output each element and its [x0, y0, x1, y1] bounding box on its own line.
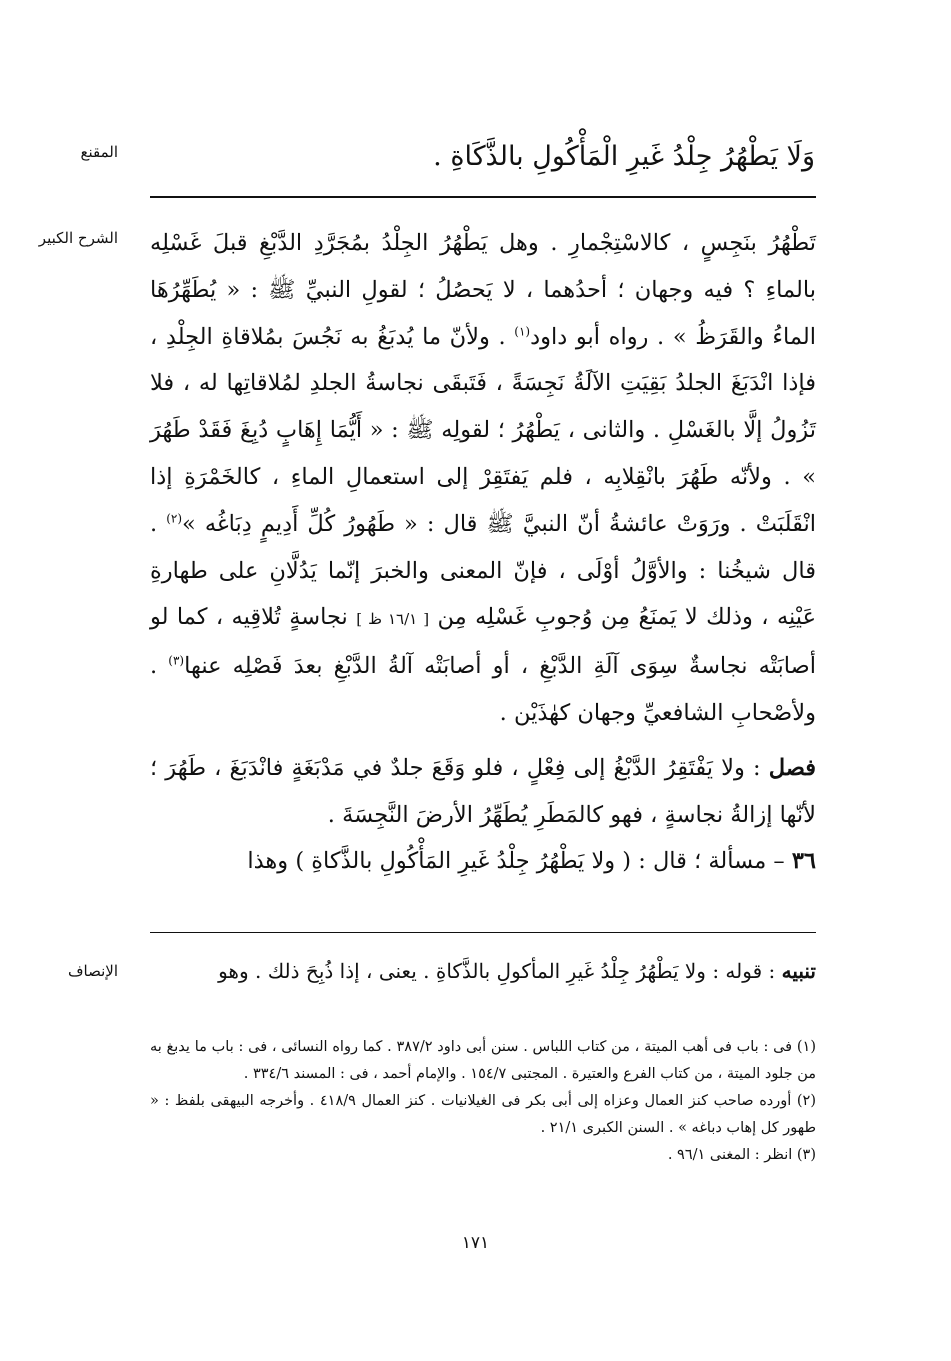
sharh-text-1: تَطْهُرُ بنَجِسٍ ، كالاسْتِجْمارِ . وهل يَطْهُرُ الجِلْدُ بمُجَرَّدِ الدَّبْغِ قبلَ غَسْلِه بالماءِ ؟ فيه وجهان ؛ أحدُهما ، لا يَحصُلُ ؛ لقولِ النبيِّ ﷺ : « يُطَهِّرُهَا الماءُ والقَرَظُ » . رواه أبو داود [150, 230, 816, 350]
masala-number: ٣٦ [791, 848, 816, 875]
fasl-paragraph [150, 745, 816, 839]
fasl-text: : ولا يَفْتَقِرُ الدَّبْغُ إلى فِعْلٍ ، فلو وَقَعَ جلدٌ في مَدْبَغَةٍ فانْدَبَغَ ، طَهُرَ ؛ لأنّها إزالةُ نجاسةٍ ، فهو كالمَطَرِ يُطَهِّرُ الأرضَ النَّجِسَةَ . [150, 754, 816, 828]
footnotes [150, 1034, 816, 1169]
manuscript-marker: [ ١٦/١ ظ ] [356, 610, 430, 629]
footnote-3: (٣) انظر : المغنى ٩٦/١ . [667, 1147, 816, 1163]
footnote-ref-3[interactable]: (٣) [168, 653, 185, 668]
fasl-label: فصل [768, 754, 816, 781]
sharh-label: الشرح الكبير [38, 229, 118, 247]
sharh-text-5: . ولأصْحابِ الشافعيِّ وجهان كهٰذَيْن . [150, 653, 816, 726]
masala-text: – مسألة ؛ قال : ( ولا يَطْهُرُ جِلْدُ غَيرِ المَأْكُولِ بالذَّكاةِ ) وهذا [247, 848, 792, 875]
sharh-text-3: . قال شيخُنا : والأوَّلُ أوْلَى ، فإنّ المعنى والخبرَ إنّما يَدُلَّانِ على طهارةِ عَيْنِه ، وذلك لا يَمنَعُ مِن وُجوبِ غَسْلِه مِن [150, 510, 817, 631]
footnote-2: (٢) أورده صاحب كنز العمال وعزاه إلى أبى بكر فى الغيلانيات . كنز العمال ٤١٨/٩ . وأخرجه البيهقى بلفظ : « طهور كل إهاب دباغه » . السنن الكبرى ٢١/١ . [150, 1093, 816, 1136]
sharh-text-4: نجاسةٍ تُلاقِيه ، كما لو أصابَتْه نجاسةٌ سِوَى آلَةِ الدَّبْغِ ، أو أصابَتْه آلةُ الدَّبْغِ بعدَ فَصْلِه عنها [150, 604, 817, 680]
sharh-body [150, 220, 816, 885]
insaf-text: : قوله : ولا يَطْهُرُ جِلْدُ غَيرِ المأكولِ بالذَّكاةِ . يعنى ، إذا ذُبِحَ ذلك . وهو [218, 959, 782, 983]
insaf-body [150, 954, 816, 988]
masala-paragraph [150, 838, 816, 885]
top-divider [150, 196, 816, 198]
muqni-label: المقنع [80, 143, 118, 161]
matn-text: وَلَا يَطْهُرُ جِلْدُ غَيرِ الْمَأْكُولِ بالذَّكَاةِ . [433, 141, 815, 172]
insaf-label: الإنصاف [67, 962, 118, 980]
insaf-label-tanbih: تنبيه [781, 959, 816, 983]
sharh-paragraph [150, 220, 816, 737]
footnote-1: (١) فى : باب فى أهب الميتة ، من كتاب اللباس . سنن أبى داود ٣٨٧/٢ . كما رواه النسائى ، فى : باب ما يدبغ به من جلود الميتة ، من كتاب الفرع والعتيرة . المجتبى ١٥٤/٧ . والإمام أحمد ، فى : المسند ٣٣٤/٦ . [150, 1039, 816, 1082]
footnote-ref-2[interactable]: (٢) [166, 511, 183, 526]
bottom-divider [150, 932, 816, 933]
sharh-text-2: . ولأنّ ما يُدبَغُ به نَجُسَ بمُلاقاةِ الجِلْدِ ، فإذا انْدَبَغَ الجلدُ بَقِيَتِ الآلَةُ نَجِسَةً ، فَتَبقَى نجاسةُ الجلدِ لمُلاقاتِها له ، فلا تَزُولُ إلَّا بالغَسْلِ . والثانى ، يَطْهُرُ ؛ لقولِه ﷺ : « أَيُّمَا إِهَابٍ دُبِغَ فَقَدْ طَهُرَ » . ولأنّه طَهُرَ بانْقِلابِه ، فلم يَفتَقِرْ إلى استعمالِ الماءِ ، كالخَمْرَةِ إذا انْقَلَبَتْ . ورَوَتْ عائشةُ أنّ النبيَّ ﷺ قال : « طَهُورُ كُلِّ أَدِيمٍ دِبَاغُه » [150, 323, 816, 537]
footnote-ref-1[interactable]: (١) [514, 324, 531, 339]
page-number: ١٧١ [461, 1233, 490, 1253]
